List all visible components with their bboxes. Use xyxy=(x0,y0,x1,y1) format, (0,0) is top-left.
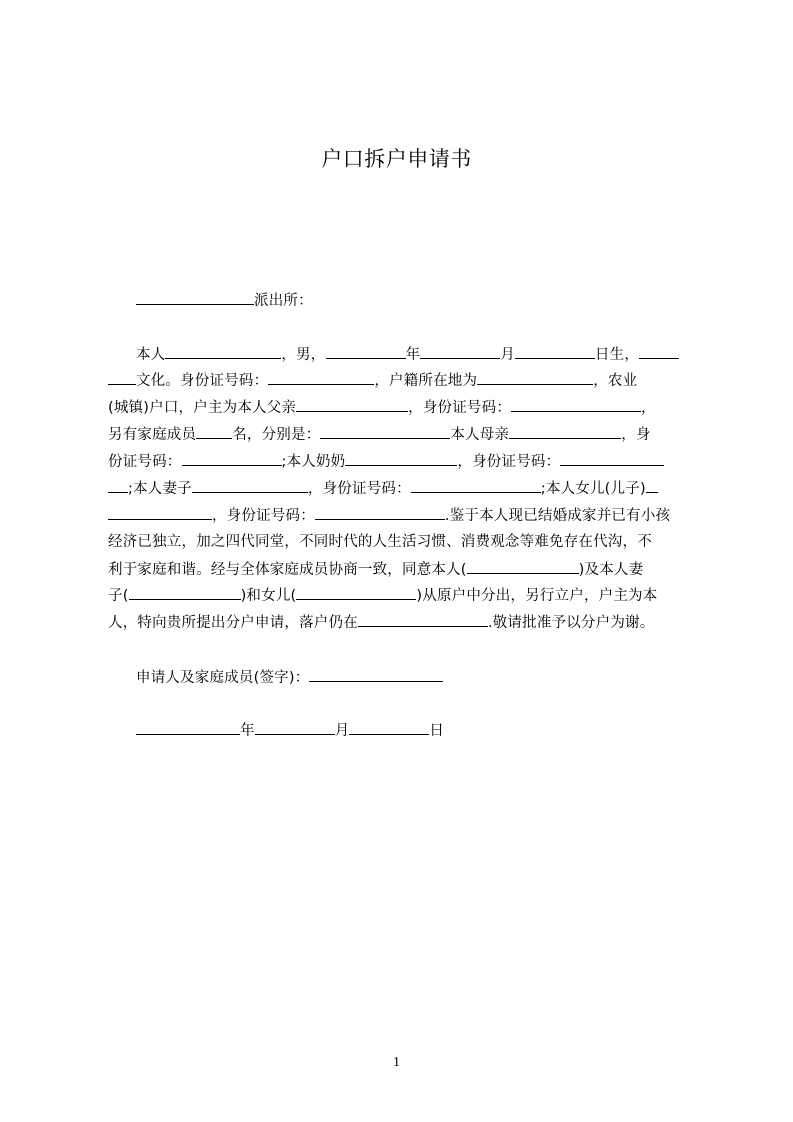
text: ，身 xyxy=(621,427,651,443)
date-year-label: 年 xyxy=(240,723,255,739)
child-name-blank[interactable] xyxy=(646,478,658,493)
id-number-blank[interactable] xyxy=(268,370,374,385)
text: ， xyxy=(641,400,656,416)
grandmother-id-blank[interactable] xyxy=(560,451,664,466)
wife-name-blank-2[interactable] xyxy=(129,585,241,600)
date-month-blank[interactable] xyxy=(255,720,335,735)
child-id-blank[interactable] xyxy=(315,505,445,520)
mother-name-blank[interactable] xyxy=(509,424,621,439)
text: 文化。身份证号码： xyxy=(136,373,269,389)
text: 份证号码： xyxy=(108,454,182,470)
text: ;本人女儿(儿子) xyxy=(540,481,646,497)
date-day-blank[interactable] xyxy=(349,720,429,735)
father-name-blank[interactable] xyxy=(296,397,408,412)
salutation-suffix: 派出所： xyxy=(254,293,313,309)
text: ，农业 xyxy=(593,373,638,389)
grandmother-name-blank[interactable] xyxy=(345,451,457,466)
text: ;本人奶奶 xyxy=(281,454,346,470)
household-location-blank[interactable] xyxy=(477,370,593,385)
text: ，身份证号码： xyxy=(307,481,411,497)
education-blank[interactable] xyxy=(639,344,679,359)
text: 本人 xyxy=(136,347,166,363)
mother-id-blank[interactable] xyxy=(182,451,282,466)
body-line-8: 经济已独立，加之四代同堂，不同时代的人生活习惯、消费观念等难免存在代沟，不 xyxy=(108,534,652,550)
wife-id-blank[interactable] xyxy=(411,478,541,493)
document-title: 户口拆户申请书 xyxy=(321,147,472,171)
name-blank[interactable] xyxy=(165,344,281,359)
text: 本人母亲 xyxy=(450,427,510,443)
page-number: 1 xyxy=(393,1055,400,1070)
birth-year-blank[interactable] xyxy=(326,344,406,359)
body-line-7 xyxy=(108,505,700,526)
body-line-3 xyxy=(108,397,700,418)
text: ，身份证号码： xyxy=(212,508,315,524)
salutation-line xyxy=(108,290,728,311)
police-station-blank[interactable] xyxy=(136,290,254,305)
body-line-4 xyxy=(108,424,700,445)
text: 另有家庭成员 xyxy=(108,427,197,443)
text: )从原户中分出，另行立户，户主为本 xyxy=(416,588,658,604)
signature-label: 申请人及家庭成员(签字)： xyxy=(136,670,310,686)
member-count-blank[interactable] xyxy=(196,424,232,439)
text: 利于家庭和谐。经与全体家庭成员协商一致，同意本人( xyxy=(108,562,467,578)
body-line-11 xyxy=(108,612,700,633)
text: 月 xyxy=(500,347,515,363)
text: 日生， xyxy=(594,347,640,363)
text: ，户籍所在地为 xyxy=(374,373,478,389)
date-day-label: 日 xyxy=(429,723,445,739)
date-month-label: 月 xyxy=(334,723,350,739)
text: 子( xyxy=(108,588,129,604)
father-id-blank[interactable] xyxy=(511,397,641,412)
text: ;本人妻子 xyxy=(128,481,192,497)
education-blank-cont[interactable] xyxy=(108,370,136,385)
text: ，身份证号码： xyxy=(408,400,512,416)
text: .敬请批准予以分户为谢。 xyxy=(487,615,655,631)
text: ，身份证号码： xyxy=(457,454,561,470)
birth-day-blank[interactable] xyxy=(515,344,595,359)
body-line-6 xyxy=(108,478,700,499)
body-line-9 xyxy=(108,559,700,580)
body-line-5 xyxy=(108,451,700,472)
settle-address-blank[interactable] xyxy=(358,612,488,627)
text: )及本人妻 xyxy=(578,562,644,578)
applicant-name-blank[interactable] xyxy=(467,559,579,574)
date-year-blank[interactable] xyxy=(136,720,240,735)
grandmother-id-blank-cont[interactable] xyxy=(108,478,128,493)
body-line-2 xyxy=(108,370,700,391)
text: 年 xyxy=(405,347,421,363)
signature-blank[interactable] xyxy=(309,667,443,682)
child-name-blank-cont[interactable] xyxy=(108,505,212,520)
wife-name-blank[interactable] xyxy=(192,478,308,493)
text: 人，特向贵所提出分户申请，落户仍在 xyxy=(108,615,358,631)
text: .鉴于本人现已结婚成家并已有小孩 xyxy=(444,508,671,524)
members-blank[interactable] xyxy=(320,424,450,439)
daughter-name-blank[interactable] xyxy=(296,585,416,600)
text: (城镇)户口，户主为本人父亲 xyxy=(108,400,297,416)
signature-line xyxy=(108,667,728,688)
text: )和女儿( xyxy=(240,588,297,604)
text: ，男， xyxy=(281,347,326,363)
text: 名，分别是： xyxy=(232,427,321,443)
birth-month-blank[interactable] xyxy=(420,344,500,359)
body-line-10 xyxy=(108,585,700,606)
body-line-1 xyxy=(108,344,728,365)
date-line xyxy=(108,720,728,741)
